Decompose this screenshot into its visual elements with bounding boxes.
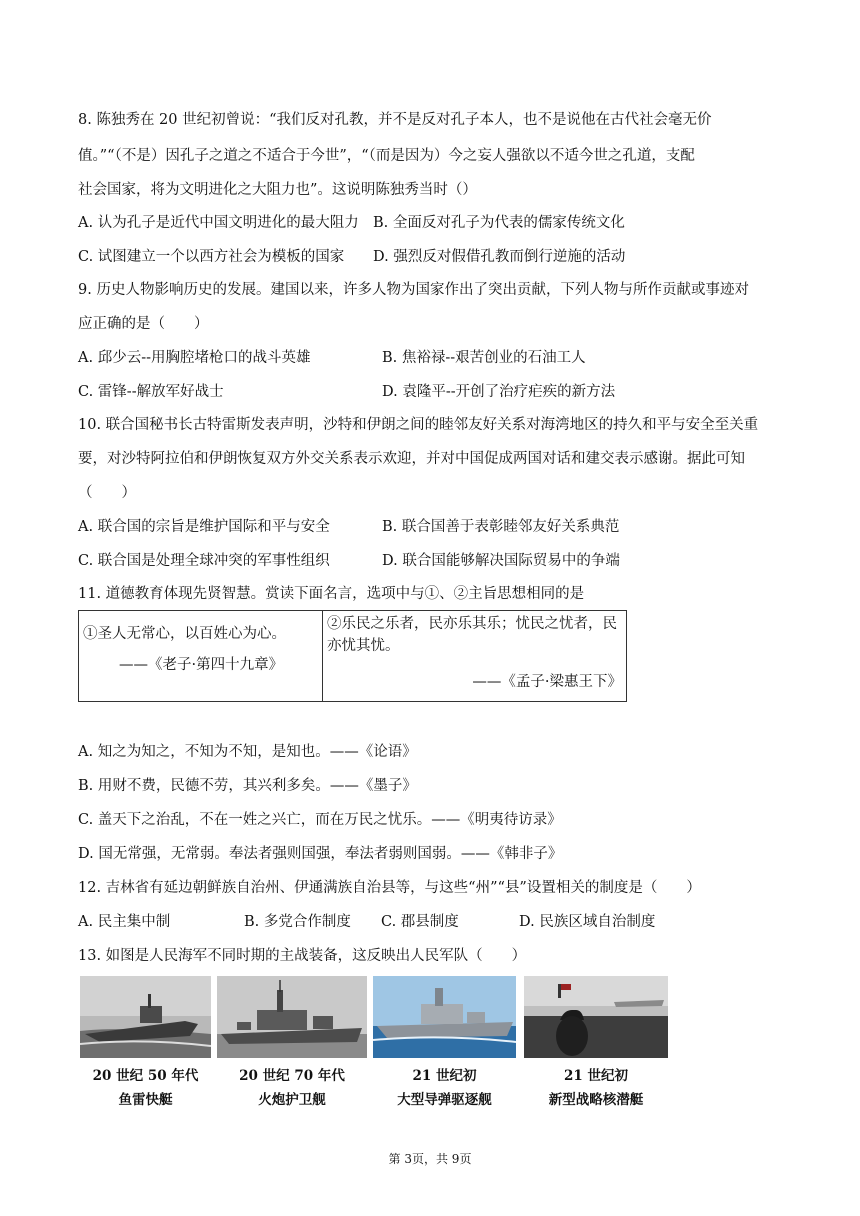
q11-option-a: A. 知之为知之，不知为不知，是知也。——《论语》 (78, 744, 417, 760)
q8-stem-line2: 值。”“（不是）因孔子之道之不适合于今世”，“（而是因为）今之妄人强欲以不适今世之孔道，支配 (78, 148, 695, 164)
q10-option-d: D. 联合国能够解决国际贸易中的争端 (382, 553, 620, 569)
photo-1-name: 鱼雷快艇 (118, 1092, 173, 1108)
q11-stem: 11. 道德教育体现先贤智慧。赏读下面名言，选项中与①、②主旨思想相同的是 (78, 586, 585, 602)
q10-option-b: B. 联合国善于表彰睦邻友好关系典范 (382, 519, 620, 535)
q11-option-b: B. 用财不费，民德不劳，其兴利多矣。——《墨子》 (78, 778, 417, 794)
q11-quote-table (78, 610, 627, 702)
q8-stem-line3: 社会国家，将为文明进化之大阻力也”。这说明陈独秀当时（） (78, 182, 477, 198)
photo-1-era: 20 世纪 50 年代 (92, 1068, 199, 1084)
photo-4-era: 21 世纪初 (564, 1068, 628, 1084)
q11-quote-2-line2: 亦忧其忧。 (327, 638, 400, 654)
q12-option-d: D. 民族区域自治制度 (519, 914, 656, 930)
q12-option-b: B. 多党合作制度 (244, 914, 351, 930)
q11-quote-2-source: ——《孟子·梁惠王下》 (472, 674, 622, 690)
q13-stem: 13. 如图是人民海军不同时期的主战装备，这反映出人民军队（ ） (78, 948, 527, 964)
torpedo-boat-photo (80, 976, 211, 1058)
q9-stem-line2: 应正确的是（ ） (78, 316, 209, 332)
q12-option-c: C. 郡县制度 (381, 914, 459, 930)
photo-4-name: 新型战略核潜艇 (548, 1092, 644, 1108)
q11-quote-cell-2 (323, 611, 626, 701)
q11-quote-1-source: ——《老子·第四十九章》 (119, 657, 284, 673)
q9-option-b: B. 焦裕禄--艰苦创业的石油工人 (382, 350, 586, 366)
photo-2-name: 火炮护卫舰 (258, 1092, 326, 1108)
q12-stem: 12. 吉林省有延边朝鲜族自治州、伊通满族自治县等，与这些“州”“县”设置相关的制度是（ ） (78, 880, 701, 896)
q11-quote-1: ①圣人无常心，以百姓心为心。 (83, 626, 286, 642)
q10-option-c: C. 联合国是处理全球冲突的军事性组织 (78, 553, 330, 569)
q8-option-d: D. 强烈反对假借孔教而倒行逆施的活动 (373, 249, 626, 265)
photo-3-era: 21 世纪初 (412, 1068, 477, 1084)
q8-option-c: C. 试图建立一个以西方社会为模板的国家 (78, 249, 345, 265)
submarine-photo (524, 976, 668, 1058)
q11-option-c: C. 盖天下之治乱，不在一姓之兴亡，而在万民之忧乐。——《明夷待访录》 (78, 812, 562, 828)
q10-stem-line1: 10. 联合国秘书长古特雷斯发表声明，沙特和伊朗之间的睦邻友好关系对海湾地区的持久和平与安全至关重 (78, 417, 759, 433)
q10-stem-line3: （ ） (78, 485, 136, 501)
q9-option-c: C. 雷锋--解放军好战士 (78, 384, 224, 400)
photo-2-era: 20 世纪 70 年代 (239, 1068, 345, 1084)
q9-stem-line1: 9. 历史人物影响历史的发展。建国以来，许多人物为国家作出了突出贡献，下列人物与所作贡献或事迹对 (78, 282, 749, 298)
destroyer-photo (373, 976, 516, 1058)
q10-stem-line2: 要，对沙特阿拉伯和伊朗恢复双方外交关系表示欢迎，并对中国促成两国对话和建交表示感谢。据此可知 (78, 451, 745, 467)
q9-option-a: A. 邱少云--用胸腔堵枪口的战斗英雄 (78, 350, 311, 366)
q8-option-b: B. 全面反对孔子为代表的儒家传统文化 (373, 215, 625, 231)
frigate-photo (217, 976, 367, 1058)
q11-quote-2-line1: ②乐民之乐者，民亦乐其乐；忧民之忧者，民 (327, 616, 617, 632)
page-number-footer: 第 3页，共 9页 (388, 1152, 472, 1166)
q9-option-d: D. 袁隆平--开创了治疗疟疾的新方法 (382, 384, 616, 400)
q10-option-a: A. 联合国的宗旨是维护国际和平与安全 (78, 519, 330, 535)
q11-quote-cell-1 (79, 611, 323, 701)
q12-option-a: A. 民主集中制 (78, 914, 171, 930)
q8-option-a: A. 认为孔子是近代中国文明进化的最大阻力 (78, 215, 359, 231)
q11-option-d: D. 国无常强，无常弱。奉法者强则国强，奉法者弱则国弱。——《韩非子》 (78, 846, 563, 862)
photo-3-name: 大型导弹驱逐舰 (397, 1092, 492, 1108)
q8-stem-line1: 8. 陈独秀在 20 世纪初曾说：“我们反对孔教，并不是反对孔子本人，也不是说他在古代社会毫无价 (78, 112, 712, 128)
